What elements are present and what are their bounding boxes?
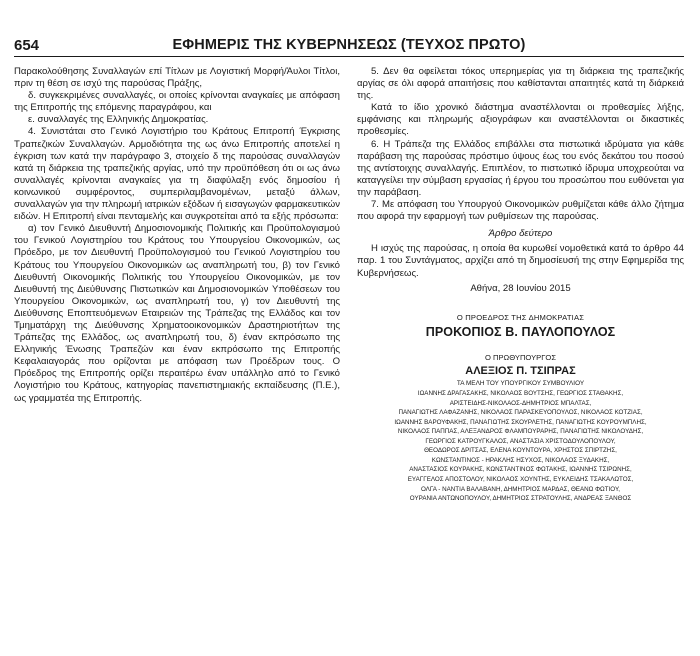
paragraph: ε. συναλλαγές της Ελληνικής Δημοκρατίας.	[28, 114, 209, 126]
gazette-title: ΕΦΗΜΕΡΙΣ ΤΗΣ ΚΥΒΕΡΝΗΣΕΩΣ (ΤΕΥΧΟΣ ΠΡΩΤΟ)	[172, 37, 526, 53]
member-line: ΑΝΑΣΤΑΣΙΟΣ ΚΟΥΡΑΚΗΣ, ΚΩΝΣΤΑΝΤΙΝΟΣ ΦΩΤΑΚΗΣ, ΙΩΑΝΝΗΣ ΤΣΙΡΩΝΗΣ,	[409, 466, 632, 474]
cabinet-members-title: ΤΑ ΜΕΛΗ ΤΟΥ ΥΠΟΥΡΓΙΚΟΥ ΣΥΜΒΟΥΛΙΟΥ	[456, 380, 585, 388]
member-line: ΚΩΝΣΤΑΝΤΙΝΟΣ - ΗΡΑΚΛΗΣ ΗΣΥΧΟΣ, ΝΙΚΟΛΑΟΣ ΞΥΔΑΚΗΣ,	[431, 456, 610, 464]
paragraph: 5. Δεν θα οφείλεται τόκος υπερημερίας για τη διάρκεια της τραπεζικής αργίας σε όλι αφορά απαιτήσεις που καθίστανται απαιτητές κατά τη διάρκειά της.	[357, 66, 684, 102]
member-line: ΝΙΚΟΛΑΟΣ ΠΑΠΠΑΣ, ΑΛΕΞΑΝΔΡΟΣ ΦΛΑΜΠΟΥΡΑΡΗΣ, ΠΑΝΑΓΙΩΤΗΣ ΝΙΚΟΛΟΥΔΗΣ,	[397, 428, 644, 436]
article-heading: Άρθρο δεύτερο	[488, 228, 553, 240]
paragraph: Παρακολούθησης Συναλλαγών επί Τίτλων με Λογιστική Μορφή/Άυλοι Τίτλοι, πριν τη θέση σε ισχύ της παρούσας Πράξης,	[14, 66, 340, 90]
pm-role: Ο ΠΡΩΘΥΠΟΥΡΓΟΣ	[484, 352, 557, 362]
paragraph: 6. Η Τράπεζα της Ελλάδος επιβάλλει στα πιστωτικά ιδρύματα για κάθε παράβαση της παρούσας πρόστιμο ύψους έως του ενός δεκάτου του ποσού της αντίστοιχης συναλλαγής. Επιπλέον, το πιστωτικό ίδρυμα υποχρεούται να καταγγείλει την σύμβαση εργασίας ή έργου του προσώπου που ευθύνεται για την παράβαση.	[357, 138, 684, 198]
cabinet-members-list	[357, 389, 684, 504]
member-line: ΟΥΡΑΝΙΑ ΑΝΤΩΝΟΠΟΥΛΟΥ, ΔΗΜΗΤΡΙΟΣ ΣΤΡΑΤΟΥΛΗΣ, ΑΝΔΡΕΑΣ ΞΑΝΘΟΣ	[409, 495, 632, 503]
left-column	[14, 66, 340, 405]
page-header	[14, 34, 684, 57]
pm-name: ΑΛΕΞΙΟΣ Π. ΤΣΙΠΡΑΣ	[465, 364, 576, 377]
paragraph: Κατά το ίδιο χρονικό διάστημα αναστέλλονται οι προθεσμίες λήξης, εμφάνισης και πληρωμής αξιογράφων και αναστέλλονται οι δικαστικές προθεσμίες.	[357, 102, 684, 138]
member-line: ΠΑΝΑΓΙΩΤΗΣ ΛΑΦΑΖΑΝΗΣ, ΝΙΚΟΛΑΟΣ ΠΑΡΑΣΚΕΥΟΠΟΥΛΟΣ, ΝΙΚΟΛΑΟΣ ΚΟΤΖΙΑΣ,	[398, 409, 643, 417]
paragraph: δ. συγκεκριμένες συναλλαγές, οι οποίες κρίνονται αναγκαίες με απόφαση της Επιτροπής της επόμενης παραγράφου, και	[14, 90, 340, 114]
article-text: Η ισχύς της παρούσας, η οποία θα κυρωθεί νομοθετικά κατά το άρθρο 44 παρ. 1 του Συντάγματος, αρχίζει από τη δημοσίευσή της στην Εφημερίδα της Κυβερνήσεως.	[357, 243, 684, 279]
paragraph: α) τον Γενικό Διευθυντή Δημοσιονομικής Πολιτικής και Προϋπολογισμού του Γενικού Λογιστηρίου του Κράτους του Υπουργείου Οικονομικών, ως Πρόεδρο, με τον Διευθυντή Προϋπολογισμού του Γενικού Λογιστηρίου του Κράτους του Υπουργείου Οικονομικών ως αναπληρωτή του, β) τον Γενικό Διευθυντή Οικονομικής Πολιτικής του Υπουργείου Οικονομικών, με τον Διευθυντή της Διεύθυνσης Πιστωτικών και Δημοσιονομικών Υποθέσεων του Υπουργείου Οικονομικών, ως αναπληρωτή του, γ) τον Διευθυντή της Διεύθυνσης Εποπτευόμενων Εταιρειών της Τράπεζας της Ελλάδος και τον Τμηματάρχη της Διεύθυνσης Χρηματοοικονομικών Δραστηριοτήτων της Τράπεζας της Ελλάδος, ως αναπληρωτή του, δ) έναν εκπρόσωπο της Ελληνικής Ένωσης Τραπεζών και έναν εκπρόσωπο της Επιτροπής Κεφαλαιαγοράς που ορίζονται με απόφαση των Προέδρων τους. Ο Πρόεδρος της Επιτροπής ορίζει περαιτέρω έναν υπάλληλο από το Γενικό Λογιστήριο του Κράτους, κατηγορίας πανεπιστημιακής εκπαίδευσης (Π.Ε.), ως γραμματέα της Επιτροπής.	[14, 223, 340, 404]
president-name: ΠΡΟΚΟΠΙΟΣ Β. ΠΑΥΛΟΠΟΥΛΟΣ	[425, 324, 616, 339]
member-line: ΙΩΑΝΝΗΣ ΔΡΑΓΑΣΑΚΗΣ, ΝΙΚΟΛΑΟΣ ΒΟΥΤΣΗΣ, ΓΕΩΡΓΙΟΣ ΣΤΑΘΑΚΗΣ,	[417, 390, 624, 398]
member-line: ΓΕΩΡΓΙΟΣ ΚΑΤΡΟΥΓΚΑΛΟΣ, ΑΝΑΣΤΑΣΙΑ ΧΡΙΣΤΟΔΟΥΛΟΠΟΥΛΟΥ,	[425, 437, 616, 445]
member-line: ΑΡΙΣΤΕΙΔΗΣ-ΝΙΚΟΛΑΟΣ-ΔΗΜΗΤΡΙΟΣ ΜΠΑΛΤΑΣ,	[449, 399, 592, 407]
right-column	[357, 66, 684, 504]
page-number: 654	[14, 36, 40, 54]
paragraph: 4. Συνιστάται στο Γενικό Λογιστήριο του Κράτους Επιτροπή Έγκρισης Τραπεζικών Συναλλαγών. Αρμοδιότητα της ως άνω Επιτροπής αποτελεί η έγκριση των κατά την παράγραφο 3, στοιχείο δ της παρούσας συναλλαγών κατά τη διάρκεια της τραπεζικής αργίας, υπό την προϋπόθεση ότι οι ως άνω συναλλαγές κρίνονται αναγκαίες για τη διαφύλαξη ενός δημοσίου ή κοινωνικού συμφέροντος, συμπεριλαμβανομένων, μεταξύ άλλων, συναλλαγών για την πληρωμή ιατρικών εξόδων ή εισαγωγών φαρμακευτικών ειδών. Η Επιτροπή είναι πενταμελής και συγκροτείται από τα εξής πρόσωπα:	[14, 126, 340, 223]
member-line: ΙΩΑΝΝΗΣ ΒΑΡΟΥΦΑΚΗΣ, ΠΑΝΑΓΙΩΤΗΣ ΣΚΟΥΡΛΕΤΗΣ, ΠΑΝΑΓΙΩΤΗΣ ΚΟΥΡΟΥΜΠΛΗΣ,	[394, 418, 647, 426]
paragraph: 7. Με απόφαση του Υπουργού Οικονομικών ρυθμίζεται κάθε άλλο ζήτημα που αφορά την εφαρμογή των ρυθμίσεων της παρούσας.	[357, 199, 684, 223]
member-line: ΕΥΑΓΓΕΛΟΣ ΑΠΟΣΤΟΛΟΥ, ΝΙΚΟΛΑΟΣ ΧΟΥΝΤΗΣ, ΕΥΚΛΕΙΔΗΣ ΤΣΑΚΑΛΩΤΟΣ,	[407, 475, 634, 483]
member-line: ΘΕΟΔΩΡΟΣ ΔΡΙΤΣΑΣ, ΕΛΕΝΑ ΚΟΥΝΤΟΥΡΑ, ΧΡΗΣΤΟΣ ΣΠΙΡΤΖΗΣ,	[424, 447, 617, 455]
date-line: Αθήνα, 28 Ιουνίου 2015	[470, 282, 571, 294]
member-line: ΟΛΓΑ - ΝΑΝΤΙΑ ΒΑΛΑΒΑΝΗ, ΔΗΜΗΤΡΙΟΣ ΜΑΡΔΑΣ, ΘΕΑΝΩ ΦΩΤΙΟΥ,	[420, 485, 621, 493]
president-role: Ο ΠΡΟΕΔΡΟΣ ΤΗΣ ΔΗΜΟΚΡΑΤΙΑΣ	[456, 312, 585, 322]
